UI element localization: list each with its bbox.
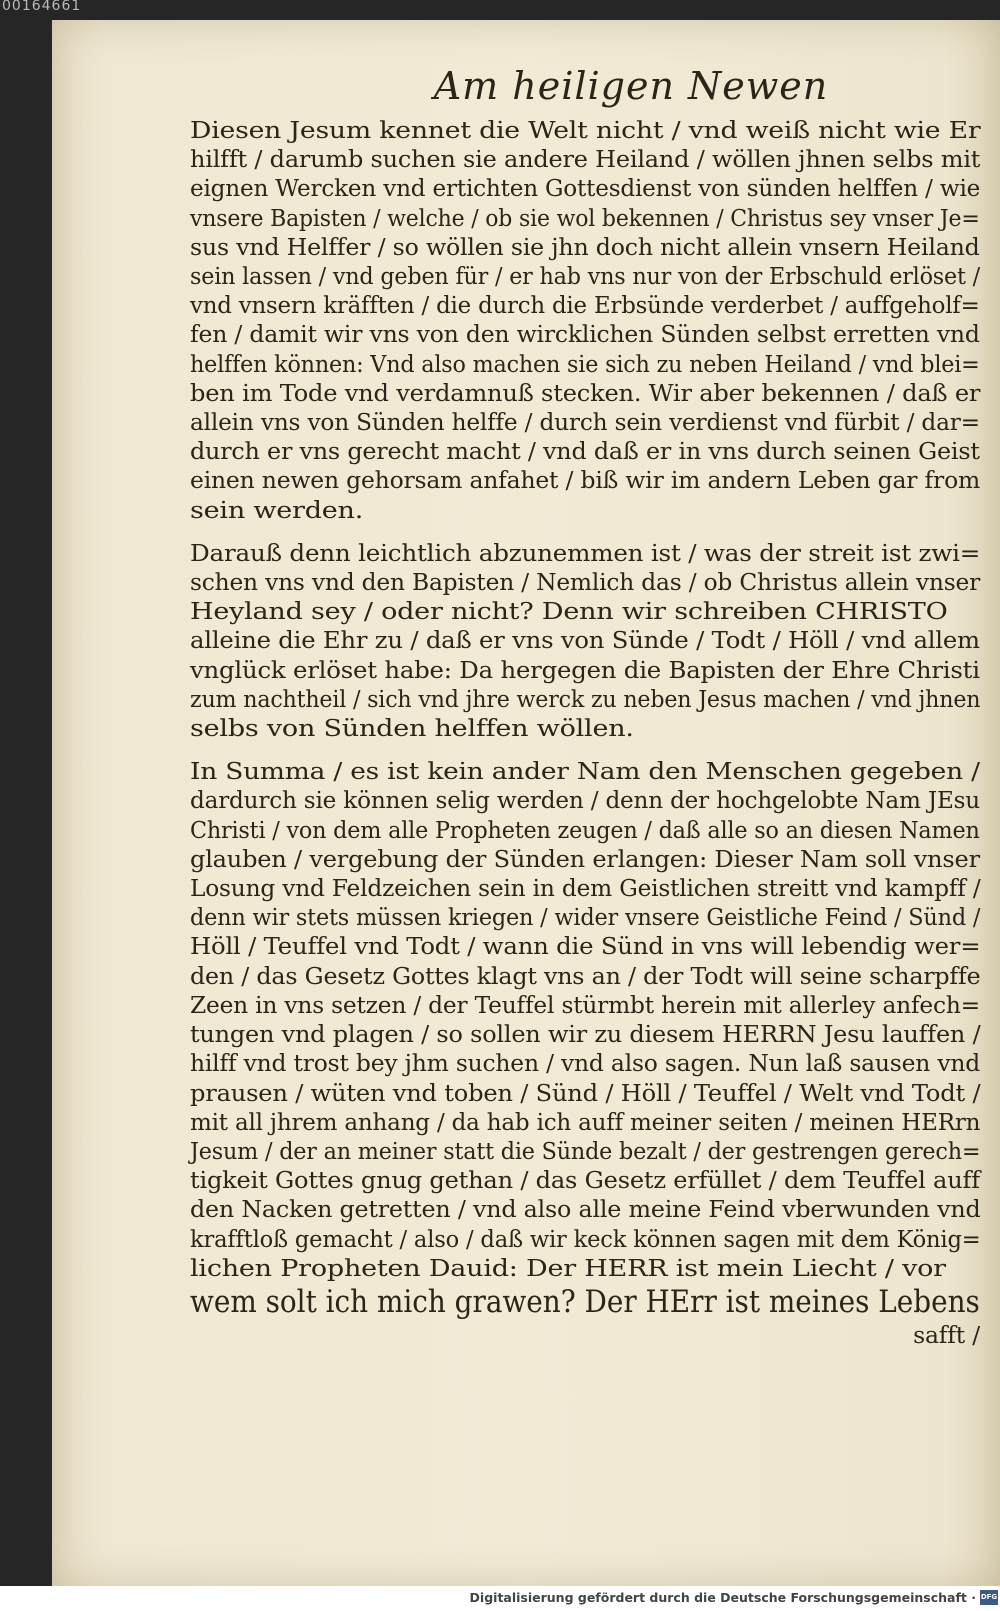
page-text-block	[190, 56, 1000, 1350]
text-line: allein vns von Sünden helffe / durch sein verdienst vnd fürbit / dar=	[190, 408, 980, 437]
catchword: safft /	[913, 1320, 980, 1349]
text-line: zum nachtheil / sich vnd jhre werck zu neben Jesus machen / vnd jhnen	[190, 684, 981, 713]
text-line: Heyland sey / oder nicht? Denn wir schreiben CHRISTO	[190, 597, 948, 626]
text-line: schen vns vnd den Bapisten / Nemlich das / ob Christus allein vnser	[190, 568, 981, 597]
text-line: Losung vnd Feldzeichen sein in dem Geistlichen streitt vnd kampff /	[190, 874, 981, 903]
text-line: Höll / Teuffel vnd Todt / wann die Sünd in vns will lebendig wer=	[190, 932, 981, 961]
running-header: Am heiligen Newen	[433, 64, 829, 108]
text-line: selbs von Sünden helffen wöllen.	[190, 714, 634, 743]
footer-bar	[0, 1586, 1000, 1611]
text-line: eignen Wercken vnd ertichten Gottesdienst von sünden helffen / wie	[190, 174, 981, 203]
text-line: durch er vns gerecht macht / vnd daß er in vns durch seinen Geist	[190, 437, 980, 466]
text-line: helffen können: Vnd also machen sie sich zu neben Heiland / vnd blei=	[190, 349, 980, 378]
paragraph-gap	[190, 525, 1000, 539]
text-line: tigkeit Gottes gnug gethan / das Gesetz erfüllet / dem Teuffel auff	[190, 1166, 980, 1195]
text-line: einen newen gehorsam anfahet / biß wir im andern Leben gar from	[190, 466, 981, 495]
text-line: mit all jhrem anhang / da hab ich auff meiner seiten / meinen HERrn	[190, 1107, 981, 1136]
text-line: Diesen Jesum kennet die Welt nicht / vnd weiß nicht wie Er	[190, 116, 981, 144]
text-line: den Nacken getretten / vnd also alle meine Feind vberwunden vnd	[190, 1195, 981, 1224]
text-line: sein werden.	[190, 495, 364, 524]
paragraph-gap	[190, 743, 1000, 757]
text-line: sus vnd Helffer / so wöllen sie jhn doch nicht allein vnsern Heiland	[190, 232, 980, 261]
text-line: dardurch sie können selig werden / denn der hochgelobte Nam JEsu	[190, 786, 980, 815]
text-line: Zeen in vns setzen / der Teuffel stürmbt herein mit allerley anfech=	[190, 990, 980, 1019]
footer-credit: Digitalisierung gefördert durch die Deutsche Forschungsgemeinschaft ·	[469, 1590, 976, 1605]
text-line: glauben / vergebung der Sünden erlangen: Dieser Nam soll vnser	[190, 844, 980, 873]
text-line: hilfft / darumb suchen sie andere Heiland / wöllen jhnen selbs mit	[190, 145, 981, 174]
text-line: alleine die Ehr zu / daß er vns von Sünde / Todt / Höll / vnd allem	[190, 626, 980, 655]
text-line: hilff vnd trost bey jhm suchen / vnd also sagen. Nun laß sausen vnd	[190, 1049, 981, 1078]
text-line: den / das Gesetz Gottes klagt vns an / der Todt will seine scharpffe	[190, 961, 981, 990]
text-line: sein lassen / vnd geben für / er hab vns nur von der Erbschuld erlöset /	[190, 262, 980, 291]
text-line: In Summa / es ist kein ander Nam den Menschen gegeben /	[190, 757, 980, 786]
book-page	[52, 20, 1000, 1586]
text-line: ben im Tode vnd verdamnuß stecken. Wir aber bekennen / daß er	[190, 378, 981, 407]
paragraph-2	[190, 539, 1000, 743]
text-line: fen / damit wir vns von den wircklichen Sünden selbst erretten vnd	[190, 320, 980, 349]
text-line: tungen vnd plagen / so sollen wir zu diesem HERRN Jesu lauffen /	[190, 1020, 981, 1049]
text-line: vnsere Bapisten / welche / ob sie wol bekennen / Christus sey vnser Je=	[190, 203, 980, 232]
text-line: Darauß denn leichtlich abzunemmen ist / was der streit ist zwi=	[190, 538, 981, 567]
text-line: denn wir stets müssen kriegen / wider vnsere Geistliche Feind / Sünd /	[190, 903, 981, 932]
large-text-line: wem solt ich mich grawen? Der HErr ist meines Lebens	[190, 1283, 980, 1320]
text-line: Christi / von dem alle Propheten zeugen / daß alle so an diesen Namen	[190, 815, 980, 844]
scan-id: 00164661	[2, 0, 82, 14]
text-line: prausen / wüten vnd toben / Sünd / Höll / Teuffel / Welt vnd Todt /	[190, 1078, 981, 1107]
text-line: vnd vnsern kräfften / die durch die Erbsünde verderbet / auffgeholf=	[190, 291, 980, 320]
dfg-logo: DFG	[980, 1590, 998, 1605]
text-line: lichen Propheten Dauid: Der HERR ist mein Liecht / vor	[190, 1253, 946, 1282]
text-line: vnglück erlöset habe: Da hergegen die Bapisten der Ehre Christi	[190, 655, 980, 684]
paragraph-3	[190, 757, 1000, 1350]
text-line: krafftloß gemacht / also / daß wir keck können sagen mit dem König=	[190, 1224, 981, 1253]
text-line: Jesum / der an meiner statt die Sünde bezalt / der gestrengen gerech=	[190, 1136, 981, 1165]
paragraph-1	[190, 116, 1000, 525]
